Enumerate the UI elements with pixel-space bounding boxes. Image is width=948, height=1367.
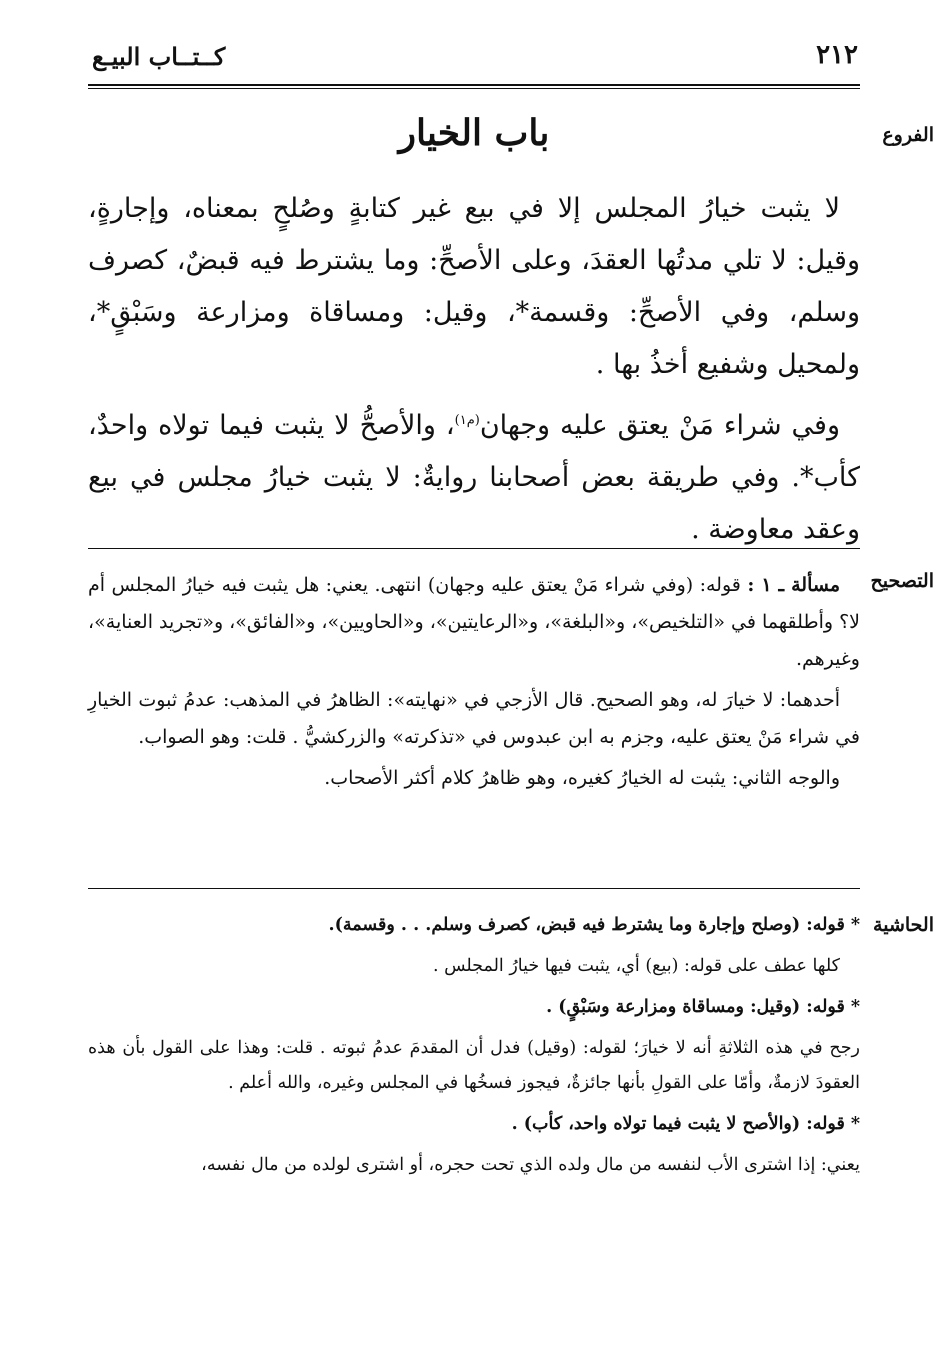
hashiya-comment-3: يعني: إذا اشترى الأب لنفسه من مال ولده الذي تحت حجره، أو اشترى لولده من مال نفسه،	[201, 1155, 860, 1175]
asterisk-icon: *	[850, 1114, 860, 1134]
asterisk-icon: *	[850, 915, 860, 935]
section-divider-hashiya	[88, 888, 860, 889]
side-label-tashih: التصحيح	[870, 570, 934, 592]
tashih-paragraph-1-text: قوله: (وفي شراء مَنْ يعتق عليه وجهان) انتهى. يعني: هل يثبت فيه خيارُ المجلس أم لا؟ وأطلقهما في «التلخيص»، و«البلغة»، و«الرعايتين»، و«الحاويين»، و«الفائق»، و«تجريد العناية»، وغيرهم.	[88, 574, 860, 670]
tashih-text-block	[88, 567, 860, 801]
header-rule	[88, 84, 860, 86]
chapter-title: باب الخيار	[398, 112, 550, 154]
hashiya-comment-2: رجح في هذه الثلاثةِ أنه لا خيارَ؛ لقوله: (وقيل) فدل أن المقدمَ عدمُ ثبوته . قلت: وهذا على القول بأن هذه العقودَ لازمةٌ، وأمّا على القولِ بأنها جائزةٌ، فيجوز فسخُها في المجلس وغيره، والله أعلم .	[88, 1038, 860, 1093]
main-paragraph-1: لا يثبت خيارُ المجلس إلا في بيع غير كتابةٍ وصُلحٍ بمعناه، وإجارةٍ، وقيل: لا تلي مدتُها العقدَ، وعلى الأصحِّ: وما يشترط فيه قبضٌ، كصرف وسلم، وفي الأصحِّ: وقسمة*، وقيل: ومساقاة ومزارعة وسَبْقٍ*، ولمحيل وشفيع أخذُ بها .	[88, 193, 860, 380]
tashih-issue-label: مسألة ـ ١ :	[747, 574, 840, 596]
footnote-reference: (م١)	[454, 413, 480, 428]
hashiya-text-block	[88, 908, 860, 1189]
hashiya-quote-3-text: قوله: (والأصح لا يثبت فيما تولاه واحد، كأب) .	[511, 1114, 845, 1134]
main-paragraph-2-part-b: ، والأصحُّ لا يثبت فيما تولاه واحدٌ، كأب*. وفي طريقة بعض أصحابنا روايةٌ: لا يثبت خيارُ مجلس في بيع وعقد معاوضة .	[88, 410, 860, 545]
header-rule-thin	[88, 88, 860, 89]
hashiya-quote-1	[88, 908, 860, 943]
asterisk-icon: *	[850, 997, 860, 1017]
page-number: ٢١٢	[816, 40, 858, 70]
running-header-book-title: كــتــاب البيـع	[92, 42, 226, 71]
main-paragraph-2	[88, 395, 860, 556]
main-text-block	[88, 183, 860, 560]
side-label-furu: الفروع	[882, 124, 934, 146]
tashih-paragraph-1	[88, 567, 860, 678]
tashih-paragraph-3: والوجه الثاني: يثبت له الخيارُ كغيره، وهو ظاهرُ كلام أكثر الأصحاب.	[324, 767, 840, 789]
section-divider-tashih	[88, 548, 860, 549]
main-paragraph-2-part-a: وفي شراء مَنْ يعتق عليه وجهان	[479, 410, 840, 441]
hashiya-comment-1: كلها عطف على قوله: (بيع) أي، يثبت فيها خيارُ المجلس .	[432, 956, 840, 976]
hashiya-quote-2-text: قوله: (وقيل: ومساقاة ومزارعة وسَبْقٍ) .	[546, 997, 845, 1017]
side-label-hashiya: الحاشية	[873, 914, 934, 936]
hashiya-quote-3	[88, 1107, 860, 1142]
hashiya-quote-2	[88, 990, 860, 1025]
hashiya-quote-1-text: قوله: (وصلح وإجارة وما يشترط فيه قبض، كصرف وسلم. . . وقسمة).	[328, 915, 845, 935]
tashih-paragraph-2: أحدهما: لا خيارَ له، وهو الصحيح. قال الأزجي في «نهايته»: الظاهرُ في المذهب: عدمُ ثبوت الخيارِ في شراء مَنْ يعتق عليه، وجزم به ابن عبدوس في «تذكرته» والزركشيُّ . قلت: وهو الصواب.	[88, 689, 860, 748]
